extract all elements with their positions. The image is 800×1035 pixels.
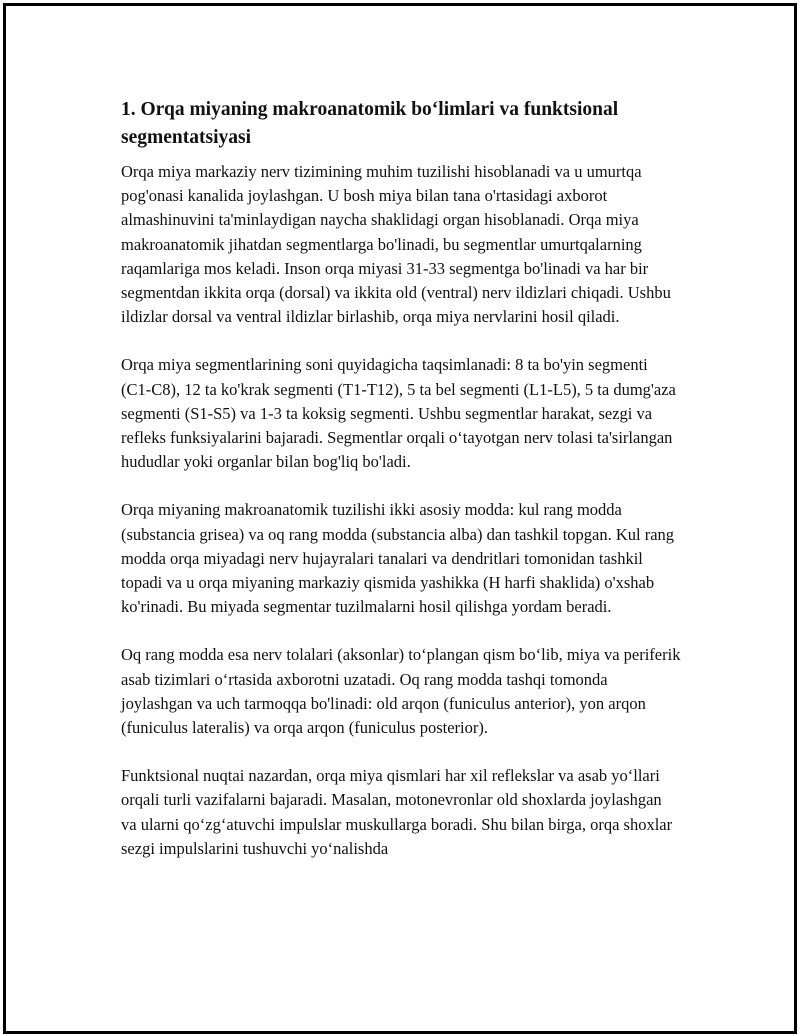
paragraph-5: Funktsional nuqtai nazardan, orqa miya qismlari har xil reflekslar va asab yo‘llari orqali turli vazifalarni bajaradi. Masalan, motonevronlar old shoxlarda joylashgan va ularni qo‘zg‘atuvchi impulslar muskullarga boradi. Shu bilan birga, orqa shoxlar sezgi impulslarini tushuvchi yo‘nalishda — [121, 766, 673, 858]
paragraph-4: Oq rang modda esa nerv tolalari (aksonlar) to‘plangan qism bo‘lib, miya va periferik asab tizimlari o‘rtasida axborotni uzatadi. Oq rang modda tashqi tomonda joylashgan va uch tarmoqqa bo'linadi: old arqon (funiculus anterior), yon arqon (funiculus lateralis) va orqa arqon (funiculus posterior). — [121, 645, 681, 738]
paragraph-1: Orqa miya markaziy nerv tizimining muhim tuzilishi hisoblanadi va u umurtqa pog'onasi kanalida joylashgan. U bosh miya bilan tana o'rtasidagi axborot almashinuvini ta'minlaydigan naycha shaklidagi organ hisoblanadi. Orqa miya makroanatomik jihatdan segmentlarga bo'linadi, bu segmentlar umurtqalarning raqamlariga mos keladi. Inson orqa miyasi 31-33 segmentga bo'linadi va har bir segmentdan ikkita orqa (dorsal) va ikkita old (ventral) nerv ildizlari chiqadi. Ushbu ildizlar dorsal va ventral ildizlar birlashib, orqa miya nervlarini hosil qiladi. — [121, 162, 671, 327]
section-title: 1. Orqa miyaning makroanatomik bo‘limlari va funktsional segmentatsiyasi — [121, 99, 619, 148]
document-body — [121, 96, 681, 885]
paragraph-2: Orqa miya segmentlarining soni quyidagicha taqsimlanadi: 8 ta bo'yin segmenti (C1-C8), 12 ta ko'krak segmenti (T1-T12), 5 ta bel segmenti (L1-L5), 5 ta dumg'aza segmenti (S1-S5) va 1-3 ta koksig segmenti. Ushbu segmentlar harakat, sezgi va refleks funksiyalarini bajaradi. Segmentlar orqali o‘tayotgan nerv tolasi ta'sirlangan hududlar yoki organlar bilan bog'liq bo'ladi. — [121, 355, 676, 472]
paragraph-3: Orqa miyaning makroanatomik tuzilishi ikki asosiy modda: kul rang modda (substancia grisea) va oq rang modda (substancia alba) dan tashkil topgan. Kul rang modda orqa miyadagi nerv hujayralari tanalari va dendritlari tomonidan tashkil topadi va u orqa miyaning markaziy qismida yashikka (H harfi shaklida) o'xshab ko'rinadi. Bu miyada segmentar tuzilmalarni hosil qilishga yordam beradi. — [121, 500, 675, 617]
page-frame — [3, 3, 797, 1034]
